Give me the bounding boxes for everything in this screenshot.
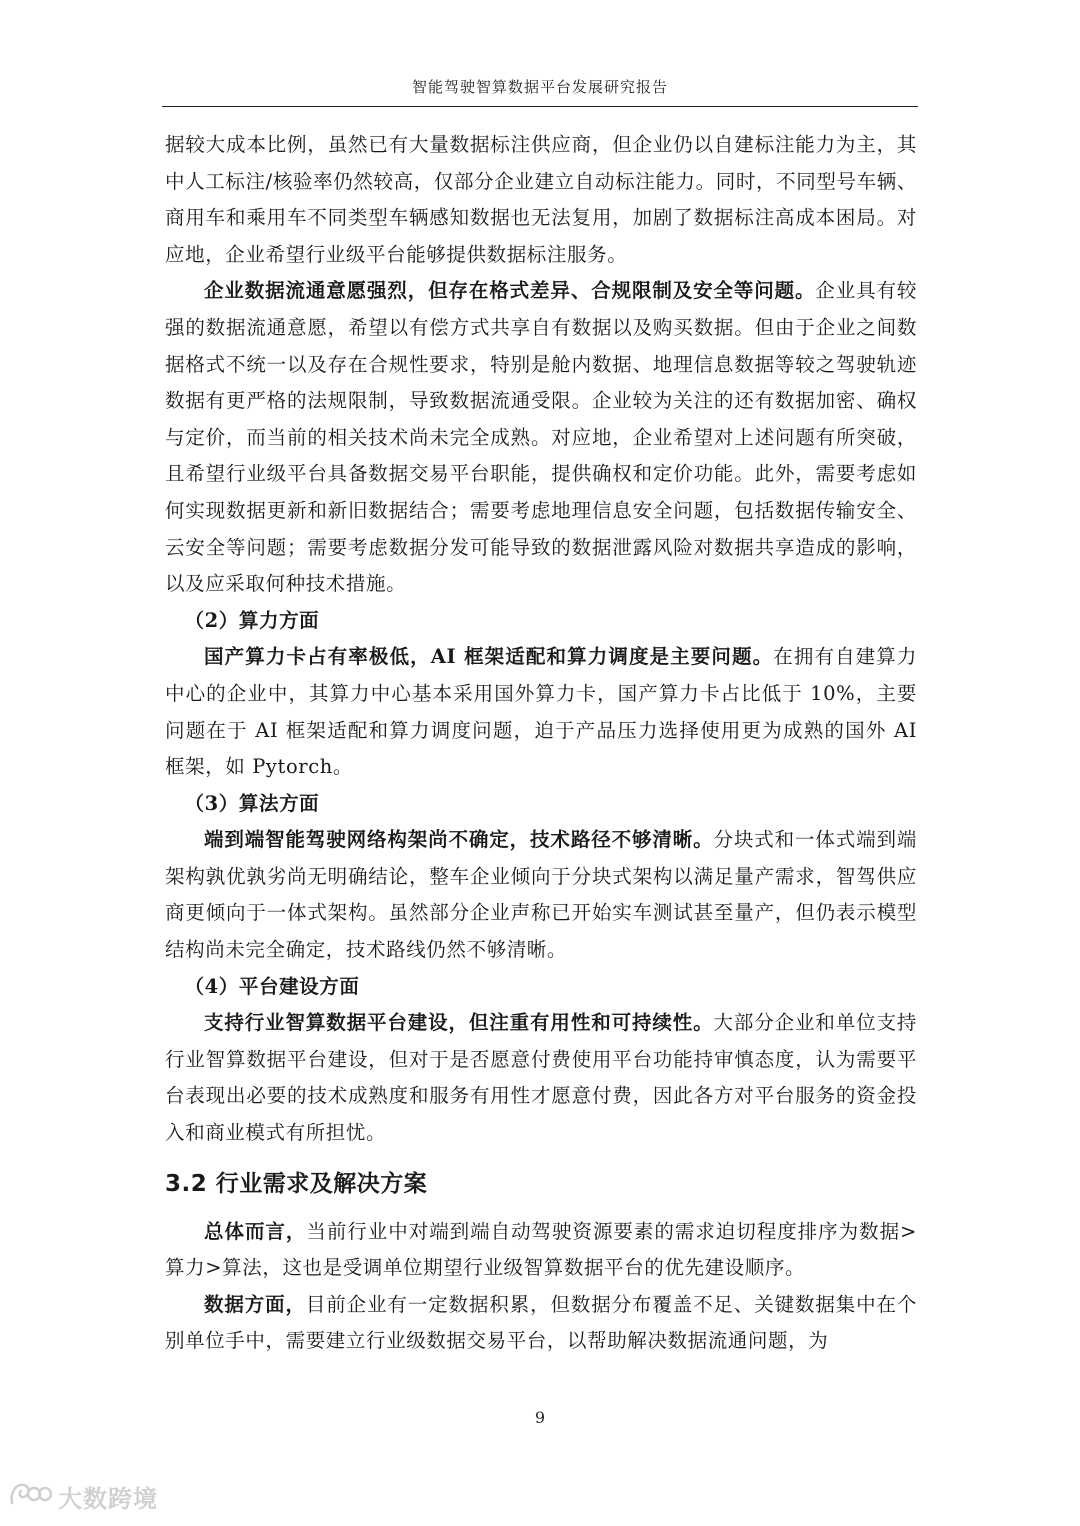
paragraph-annotation-cost	[165, 127, 917, 273]
watermark-logo-icon	[8, 1479, 52, 1513]
paragraph-text: 据较大成本比例，虽然已有大量数据标注供应商，但企业仍以自建标注能力为主，其中人工标注/核验率仍然较高，仅部分企业建立自动标注能力。同时，不同型号车辆、商用车和乘用车不同类型车辆感知数据也无法复用，加剧了数据标注高成本困局。对应地，企业希望行业级平台能够提供数据标注服务。	[165, 133, 917, 266]
paragraph-lead: 数据方面，	[204, 1292, 306, 1316]
paragraph-lead: 端到端智能驾驶网络构架尚不确定，技术路径不够清晰。	[204, 828, 714, 852]
subheading-platform: （4）平台建设方面	[184, 974, 360, 998]
watermark-text: 大数跨境	[58, 1484, 158, 1513]
paragraph-lead: 总体而言，	[204, 1219, 307, 1243]
paragraph-platform	[165, 1005, 917, 1151]
paragraph-lead: 企业数据流通意愿强烈，但存在格式差异、合规限制及安全等问题。	[204, 279, 816, 303]
document-body	[165, 127, 917, 1360]
paragraph-text: 当前行业中对端到端自动驾驶资源要素的需求迫切程度排序为数据>算力>算法，这也是受调单位期望行业级智算数据平台的优先建设顺序。	[165, 1219, 917, 1280]
paragraph-text: 企业具有较强的数据流通意愿，希望以有偿方式共享自有数据以及购买数据。但由于企业之间数据格式不统一以及存在合规性要求，特别是舱内数据、地理信息数据等较之驾驶轨迹数据有更严格的法规限制，导致数据流通受限。企业较为关注的还有数据加密、确权与定价，而当前的相关技术尚未完全成熟。对应地，企业希望对上述问题有所突破，且希望行业级平台具备数据交易平台职能，提供确权和定价功能。此外，需要考虑如何实现数据更新和新旧数据结合；需要考虑地理信息安全问题，包括数据传输安全、云安全等问题；需要考虑数据分发可能导致的数据泄露风险对数据共享造成的影响，以及应采取何种技术措施。	[165, 279, 917, 596]
paragraph-overall	[165, 1214, 917, 1287]
paragraph-data-circulation	[165, 273, 917, 602]
paragraph-compute	[165, 639, 917, 785]
section-heading-3-2: 3.2 行业需求及解决方案	[165, 1170, 428, 1197]
paragraph-lead: 国产算力卡占有率极低，AI 框架适配和算力调度是主要问题。	[204, 645, 774, 669]
subheading-compute: （2）算力方面	[184, 608, 320, 632]
paragraph-text: 目前企业有一定数据积累，但数据分布覆盖不足、关键数据集中在个别单位手中，需要建立行业级数据交易平台，以帮助解决数据流通问题，为	[165, 1292, 917, 1353]
paragraph-algorithm	[165, 822, 917, 968]
page-number: 9	[534, 1408, 546, 1427]
paragraph-text: 分块式和一体式端到端架构孰优孰劣尚无明确结论，整车企业倾向于分块式架构以满足量产需求，智驾供应商更倾向于一体式架构。虽然部分企业声称已开始实车测试甚至量产，但仍表示模型结构尚未完全确定，技术路线仍然不够清晰。	[165, 828, 917, 962]
paragraph-data-aspect	[165, 1287, 917, 1360]
paragraph-text: 大部分企业和单位支持行业智算数据平台建设，但对于是否愿意付费使用平台功能持审慎态度，认为需要平台表现出必要的技术成熟度和服务有用性才愿意付费，因此各方对平台服务的资金投入和商业模式有所担忧。	[165, 1011, 917, 1145]
page-header-title: 智能驾驶智算数据平台发展研究报告	[411, 78, 668, 96]
paragraph-lead: 支持行业智算数据平台建设，但注重有用性和可持续性。	[204, 1011, 714, 1035]
watermark	[8, 1476, 158, 1516]
paragraph-text: 在拥有自建算力中心的企业中，其算力中心基本采用国外算力卡，国产算力卡占比低于 10%，主要问题在于 AI 框架适配和算力调度问题，迫于产品压力选择使用更为成熟的国外 AI 框架，如 Pytorch。	[165, 645, 917, 779]
subheading-algorithm: （3）算法方面	[184, 791, 320, 815]
header-rule	[162, 106, 918, 107]
